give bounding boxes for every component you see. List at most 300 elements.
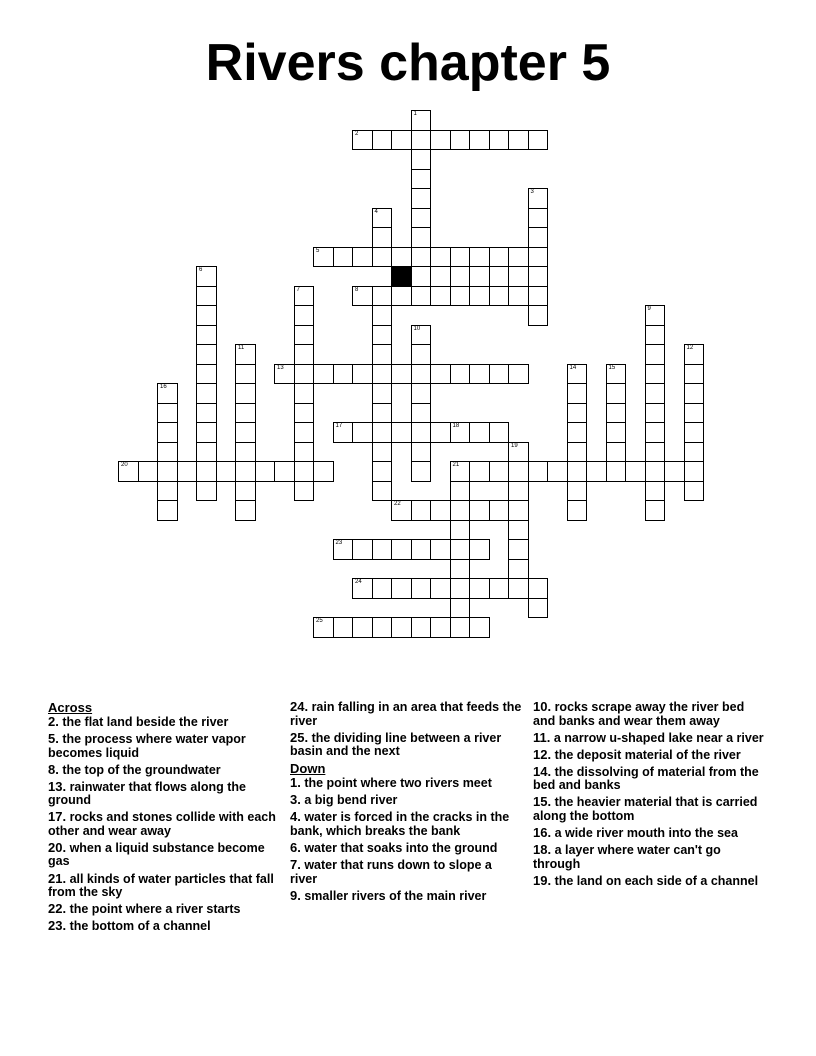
- grid-cell[interactable]: [196, 383, 217, 404]
- grid-cell[interactable]: [196, 266, 217, 287]
- clue-column-2: [290, 700, 522, 906]
- grid-cell[interactable]: [508, 578, 529, 599]
- grid-cell[interactable]: [450, 598, 471, 619]
- grid-cell[interactable]: [274, 364, 295, 385]
- clue-item-number: 25.: [290, 729, 309, 745]
- down-clue-list-continued: [533, 700, 765, 888]
- grid-cell[interactable]: [450, 422, 471, 443]
- grid-cell[interactable]: [645, 481, 666, 502]
- grid-cell[interactable]: [684, 344, 705, 365]
- clue-item: [48, 841, 280, 869]
- grid-cell[interactable]: [430, 130, 451, 151]
- clue-item: [533, 765, 765, 793]
- grid-cell[interactable]: [645, 442, 666, 463]
- clue-number: 20: [121, 462, 128, 468]
- grid-cell[interactable]: [313, 247, 334, 268]
- grid-cell[interactable]: [333, 422, 354, 443]
- grid-cell[interactable]: [606, 442, 627, 463]
- grid-cell[interactable]: [430, 286, 451, 307]
- grid-cell[interactable]: [684, 403, 705, 424]
- grid-cell[interactable]: [469, 286, 490, 307]
- grid-cell[interactable]: [235, 344, 256, 365]
- grid-cell[interactable]: [294, 383, 315, 404]
- clue-item-number: 24.: [290, 699, 309, 714]
- grid-cell[interactable]: [664, 461, 685, 482]
- clue-item: [533, 843, 765, 871]
- clue-item-number: 8.: [48, 761, 59, 777]
- grid-cell[interactable]: [430, 364, 451, 385]
- clue-number: 6: [199, 267, 203, 273]
- grid-cell[interactable]: [352, 539, 373, 560]
- grid-cell[interactable]: [411, 188, 432, 209]
- grid-cell[interactable]: [372, 461, 393, 482]
- grid-cell[interactable]: [684, 461, 705, 482]
- grid-cell[interactable]: [430, 539, 451, 560]
- grid-cell[interactable]: [157, 422, 178, 443]
- grid-cell[interactable]: [235, 500, 256, 521]
- grid-cell[interactable]: [235, 403, 256, 424]
- clue-item-text: the heavier material that is carried along the bottom: [533, 795, 758, 823]
- grid-cell[interactable]: [528, 461, 549, 482]
- grid-cell[interactable]: [411, 130, 432, 151]
- grid-cell[interactable]: [508, 266, 529, 287]
- grid-cell[interactable]: [684, 422, 705, 443]
- clue-item: [533, 874, 765, 889]
- grid-cell[interactable]: [684, 364, 705, 385]
- grid-cell[interactable]: [645, 364, 666, 385]
- grid-cell[interactable]: [391, 247, 412, 268]
- grid-cell[interactable]: [294, 481, 315, 502]
- grid-cell[interactable]: [372, 481, 393, 502]
- grid-cell[interactable]: [372, 325, 393, 346]
- grid-cell[interactable]: [411, 110, 432, 131]
- clue-item-number: 20.: [48, 839, 67, 855]
- grid-cell[interactable]: [489, 500, 510, 521]
- grid-cell[interactable]: [606, 422, 627, 443]
- clue-item-number: 11.: [533, 729, 551, 745]
- grid-cell[interactable]: [606, 403, 627, 424]
- grid-cell[interactable]: [372, 344, 393, 365]
- clue-item-text: the dividing line between a river basin and the next: [290, 730, 502, 759]
- grid-cell[interactable]: [645, 305, 666, 326]
- grid-cell[interactable]: [430, 500, 451, 521]
- grid-cell[interactable]: [489, 578, 510, 599]
- grid-cell[interactable]: [118, 461, 139, 482]
- grid-cell[interactable]: [391, 539, 412, 560]
- grid-cell[interactable]: [645, 422, 666, 443]
- grid-cell[interactable]: [235, 364, 256, 385]
- grid-cell[interactable]: [606, 461, 627, 482]
- grid-cell[interactable]: [430, 247, 451, 268]
- grid-cell[interactable]: [450, 617, 471, 638]
- clue-item-text: the dissolving of material from the bed and banks: [533, 764, 759, 793]
- grid-cell[interactable]: [411, 578, 432, 599]
- grid-cell[interactable]: [196, 286, 217, 307]
- clue-item-text: water that soaks into the ground: [304, 840, 498, 855]
- clue-item-number: 10.: [533, 699, 552, 714]
- grid-cell[interactable]: [196, 325, 217, 346]
- grid-cell[interactable]: [411, 383, 432, 404]
- grid-cell[interactable]: [372, 227, 393, 248]
- clue-item-text: a layer where water can't go through: [533, 843, 721, 871]
- clue-item-number: 6.: [290, 839, 301, 855]
- grid-cell[interactable]: [469, 539, 490, 560]
- grid-cell[interactable]: [430, 422, 451, 443]
- clue-item-text: the land on each side of a channel: [554, 873, 759, 888]
- grid-cell[interactable]: [196, 364, 217, 385]
- grid-cell[interactable]: [372, 578, 393, 599]
- grid-cell[interactable]: [586, 461, 607, 482]
- grid-cell[interactable]: [196, 403, 217, 424]
- clue-item-number: 1.: [290, 775, 301, 791]
- grid-cell[interactable]: [411, 344, 432, 365]
- grid-cell[interactable]: [372, 617, 393, 638]
- grid-cell[interactable]: [294, 344, 315, 365]
- grid-cell[interactable]: [606, 364, 627, 385]
- grid-cell[interactable]: [157, 383, 178, 404]
- grid-cell[interactable]: [450, 539, 471, 560]
- grid-cell[interactable]: [645, 325, 666, 346]
- clue-item-text: water that runs down to slope a river: [290, 858, 492, 886]
- grid-cell[interactable]: [528, 227, 549, 248]
- clue-item-text: the bottom of a channel: [69, 919, 211, 934]
- grid-cell[interactable]: [196, 442, 217, 463]
- grid-cell[interactable]: [372, 442, 393, 463]
- grid-cell[interactable]: [372, 130, 393, 151]
- clue-item: [533, 795, 765, 823]
- grid-cell[interactable]: [430, 578, 451, 599]
- grid-cell[interactable]: [411, 617, 432, 638]
- grid-cell[interactable]: [411, 286, 432, 307]
- grid-cell[interactable]: [157, 403, 178, 424]
- grid-cell[interactable]: [567, 461, 588, 482]
- grid-cell[interactable]: [469, 461, 490, 482]
- grid-cell[interactable]: [450, 500, 471, 521]
- grid-cell[interactable]: [372, 286, 393, 307]
- grid-cell[interactable]: [528, 598, 549, 619]
- grid-cell[interactable]: [157, 442, 178, 463]
- down-clue-list: [290, 776, 522, 903]
- clue-item-text: smaller rivers of the main river: [304, 888, 487, 903]
- clue-item: [533, 731, 765, 746]
- grid-cell[interactable]: [450, 481, 471, 502]
- clue-number: 25: [316, 618, 323, 624]
- clue-item-text: a wide river mouth into the sea: [554, 825, 738, 840]
- clue-item: [48, 732, 280, 760]
- clue-item-number: 23.: [48, 918, 67, 934]
- grid-cell[interactable]: [391, 364, 412, 385]
- clue-item-text: the flat land beside the river: [62, 715, 229, 729]
- clue-column-1: [48, 700, 280, 936]
- clue-number: 8: [355, 286, 359, 293]
- grid-cell[interactable]: [411, 422, 432, 443]
- clue-item-text: a big bend river: [304, 793, 398, 808]
- clue-item-number: 2.: [48, 714, 59, 729]
- grid-cell[interactable]: [313, 617, 334, 638]
- grid-cell[interactable]: [567, 442, 588, 463]
- grid-cell[interactable]: [411, 247, 432, 268]
- grid-cell[interactable]: [352, 247, 373, 268]
- grid-cell[interactable]: [469, 266, 490, 287]
- grid-cell[interactable]: [294, 442, 315, 463]
- grid-cell[interactable]: [372, 422, 393, 443]
- clue-number: 22: [394, 501, 401, 507]
- grid-cell[interactable]: [391, 130, 412, 151]
- grid-cell[interactable]: [489, 422, 510, 443]
- grid-cell[interactable]: [508, 286, 529, 307]
- grid-cell[interactable]: [235, 481, 256, 502]
- across-heading: Across: [48, 700, 93, 715]
- grid-cell[interactable]: [450, 559, 471, 580]
- grid-cell[interactable]: [567, 422, 588, 443]
- clue-item: [290, 889, 522, 904]
- grid-cell[interactable]: [567, 481, 588, 502]
- clue-item: [533, 748, 765, 763]
- clue-item-number: 5.: [48, 731, 59, 747]
- clue-item-number: 13.: [48, 778, 67, 794]
- grid-cell[interactable]: [469, 578, 490, 599]
- grid-cell[interactable]: [528, 130, 549, 151]
- grid-cell[interactable]: [333, 364, 354, 385]
- grid-cell[interactable]: [625, 461, 646, 482]
- grid-cell[interactable]: [196, 481, 217, 502]
- grid-cell[interactable]: [469, 247, 490, 268]
- grid-cell[interactable]: [508, 364, 529, 385]
- grid-cell[interactable]: [411, 169, 432, 190]
- clue-item-text: rocks scrape away the river bed and banks and wear them away: [533, 700, 745, 728]
- clue-number: 21: [452, 462, 460, 468]
- grid-cell[interactable]: [430, 617, 451, 638]
- clue-item-text: water is forced in the cracks in the bank, which breaks the bank: [290, 810, 510, 838]
- clue-item: [290, 776, 522, 791]
- grid-cell[interactable]: [157, 461, 178, 482]
- grid-cell[interactable]: [235, 422, 256, 443]
- grid-cell[interactable]: [489, 286, 510, 307]
- grid-cell[interactable]: [391, 578, 412, 599]
- grid-cell[interactable]: [157, 481, 178, 502]
- grid-cell[interactable]: [450, 247, 471, 268]
- clue-item: [290, 810, 522, 838]
- grid-cell[interactable]: [645, 344, 666, 365]
- grid-cell[interactable]: [645, 500, 666, 521]
- clue-item-number: 15.: [533, 794, 552, 810]
- clue-item-number: 7.: [290, 857, 301, 873]
- grid-cell[interactable]: [372, 208, 393, 229]
- grid-cell[interactable]: [274, 461, 295, 482]
- grid-cell[interactable]: [411, 364, 432, 385]
- grid-cell[interactable]: [508, 247, 529, 268]
- grid-cell[interactable]: [216, 461, 237, 482]
- grid-cell[interactable]: [508, 500, 529, 521]
- grid-cell[interactable]: [450, 130, 471, 151]
- grid-cell[interactable]: [450, 461, 471, 482]
- grid-cell[interactable]: [411, 461, 432, 482]
- grid-cell[interactable]: [469, 130, 490, 151]
- grid-cell[interactable]: [450, 578, 471, 599]
- grid-cell[interactable]: [684, 442, 705, 463]
- grid-cell[interactable]: [508, 481, 529, 502]
- grid-cell[interactable]: [411, 500, 432, 521]
- clue-item: [48, 872, 280, 900]
- grid-cell[interactable]: [352, 422, 373, 443]
- grid-cell[interactable]: [508, 520, 529, 541]
- grid-cell[interactable]: [294, 286, 315, 307]
- grid-cell[interactable]: [333, 539, 354, 560]
- grid-cell[interactable]: [294, 422, 315, 443]
- grid-cell[interactable]: [391, 422, 412, 443]
- grid-cell[interactable]: [235, 442, 256, 463]
- grid-cell[interactable]: [528, 208, 549, 229]
- grid-cell[interactable]: [157, 500, 178, 521]
- grid-cell[interactable]: [469, 422, 490, 443]
- grid-cell[interactable]: [547, 461, 568, 482]
- grid-cell[interactable]: [411, 325, 432, 346]
- clue-item-number: 21.: [48, 870, 67, 886]
- grid-cell[interactable]: [411, 208, 432, 229]
- clue-number: 9: [647, 306, 651, 312]
- grid-cell[interactable]: [294, 325, 315, 346]
- clue-item-number: 9.: [290, 887, 301, 903]
- grid-cell[interactable]: [411, 539, 432, 560]
- grid-cell[interactable]: [255, 461, 276, 482]
- grid-cell[interactable]: [528, 266, 549, 287]
- across-clue-list: [48, 715, 280, 934]
- grid-cell[interactable]: [294, 305, 315, 326]
- clue-item-number: 14.: [533, 763, 552, 779]
- grid-cell[interactable]: [177, 461, 198, 482]
- clue-item: [48, 780, 280, 808]
- grid-cell[interactable]: [684, 481, 705, 502]
- grid-cell[interactable]: [352, 364, 373, 385]
- grid-cell[interactable]: [235, 461, 256, 482]
- clue-number: 4: [374, 208, 378, 215]
- clue-number: 16: [160, 384, 167, 390]
- grid-cell[interactable]: [528, 188, 549, 209]
- clue-item: [48, 763, 280, 778]
- grid-cell[interactable]: [313, 364, 334, 385]
- grid-cell[interactable]: [567, 403, 588, 424]
- grid-cell[interactable]: [450, 286, 471, 307]
- grid-cell[interactable]: [411, 149, 432, 170]
- clue-number: 11: [238, 345, 245, 351]
- grid-cell[interactable]: [196, 422, 217, 443]
- grid-cell[interactable]: [352, 286, 373, 307]
- grid-cell[interactable]: [372, 539, 393, 560]
- grid-cell[interactable]: [508, 130, 529, 151]
- grid-cell[interactable]: [645, 403, 666, 424]
- grid-cell[interactable]: [352, 578, 373, 599]
- grid-cell[interactable]: [294, 403, 315, 424]
- grid-cell[interactable]: [372, 364, 393, 385]
- grid-cell[interactable]: [528, 305, 549, 326]
- grid-cell[interactable]: [391, 286, 412, 307]
- grid-cell[interactable]: [645, 461, 666, 482]
- clue-number: 10: [413, 325, 421, 332]
- grid-cell[interactable]: [469, 500, 490, 521]
- grid-cell[interactable]: [352, 130, 373, 151]
- grid-cell[interactable]: [489, 247, 510, 268]
- down-heading: Down: [290, 761, 326, 777]
- clue-item: [533, 826, 765, 841]
- clue-item: [290, 793, 522, 808]
- grid-cell[interactable]: [411, 403, 432, 424]
- clue-item-text: rain falling in an area that feeds the river: [290, 700, 522, 728]
- clue-number: 7: [296, 286, 300, 293]
- grid-cell[interactable]: [684, 383, 705, 404]
- grid-cell[interactable]: [391, 617, 412, 638]
- grid-cell[interactable]: [469, 617, 490, 638]
- grid-cell[interactable]: [372, 403, 393, 424]
- grid-cell[interactable]: [372, 383, 393, 404]
- grid-cell[interactable]: [411, 227, 432, 248]
- page-title: Rivers chapter 5: [205, 34, 611, 92]
- grid-cell[interactable]: [333, 247, 354, 268]
- grid-cell[interactable]: [235, 383, 256, 404]
- grid-cell[interactable]: [196, 461, 217, 482]
- grid-cell[interactable]: [138, 461, 159, 482]
- grid-cell[interactable]: [450, 266, 471, 287]
- grid-cell[interactable]: [411, 266, 432, 287]
- grid-cell[interactable]: [391, 500, 412, 521]
- clue-item-number: 3.: [290, 792, 301, 808]
- grid-cell[interactable]: [508, 559, 529, 580]
- grid-cell[interactable]: [508, 539, 529, 560]
- grid-cell[interactable]: [489, 130, 510, 151]
- grid-cell[interactable]: [645, 383, 666, 404]
- grid-cell[interactable]: [489, 364, 510, 385]
- grid-cell[interactable]: [450, 520, 471, 541]
- grid-cell[interactable]: [528, 247, 549, 268]
- grid-cell[interactable]: [469, 364, 490, 385]
- grid-cell[interactable]: [567, 500, 588, 521]
- grid-cell[interactable]: [508, 442, 529, 463]
- clue-number: 1: [413, 111, 417, 117]
- clue-number: 5: [316, 247, 320, 254]
- grid-cell[interactable]: [313, 461, 334, 482]
- clue-item-number: 17.: [48, 809, 67, 825]
- grid-cell[interactable]: [430, 266, 451, 287]
- clue-number: 14: [569, 364, 577, 371]
- grid-cell[interactable]: [196, 344, 217, 365]
- clue-item-text: the top of the groundwater: [62, 762, 221, 777]
- grid-cell[interactable]: [196, 305, 217, 326]
- clue-number: 19: [511, 442, 518, 449]
- grid-cell[interactable]: [294, 364, 315, 385]
- grid-cell[interactable]: [567, 364, 588, 385]
- clue-item-number: 18.: [533, 842, 552, 858]
- clue-item-number: 12.: [533, 746, 552, 762]
- grid-cell[interactable]: [352, 617, 373, 638]
- grid-cell[interactable]: [508, 461, 529, 482]
- grid-cell[interactable]: [294, 461, 315, 482]
- clue-number: 3: [530, 189, 534, 195]
- clue-column-3: [533, 700, 765, 891]
- grid-cell[interactable]: [333, 617, 354, 638]
- grid-cell[interactable]: [528, 286, 549, 307]
- grid-cell[interactable]: [450, 364, 471, 385]
- grid-cell[interactable]: [411, 442, 432, 463]
- grid-cell[interactable]: [489, 266, 510, 287]
- grid-cell[interactable]: [528, 578, 549, 599]
- grid-cell[interactable]: [567, 383, 588, 404]
- clue-item-number: 16.: [533, 824, 552, 840]
- grid-cell[interactable]: [606, 383, 627, 404]
- grid-cell[interactable]: [372, 305, 393, 326]
- clue-number: 12: [686, 345, 694, 351]
- clue-item-text: the deposit material of the river: [554, 747, 741, 762]
- grid-cell[interactable]: [372, 247, 393, 268]
- grid-cell[interactable]: [489, 461, 510, 482]
